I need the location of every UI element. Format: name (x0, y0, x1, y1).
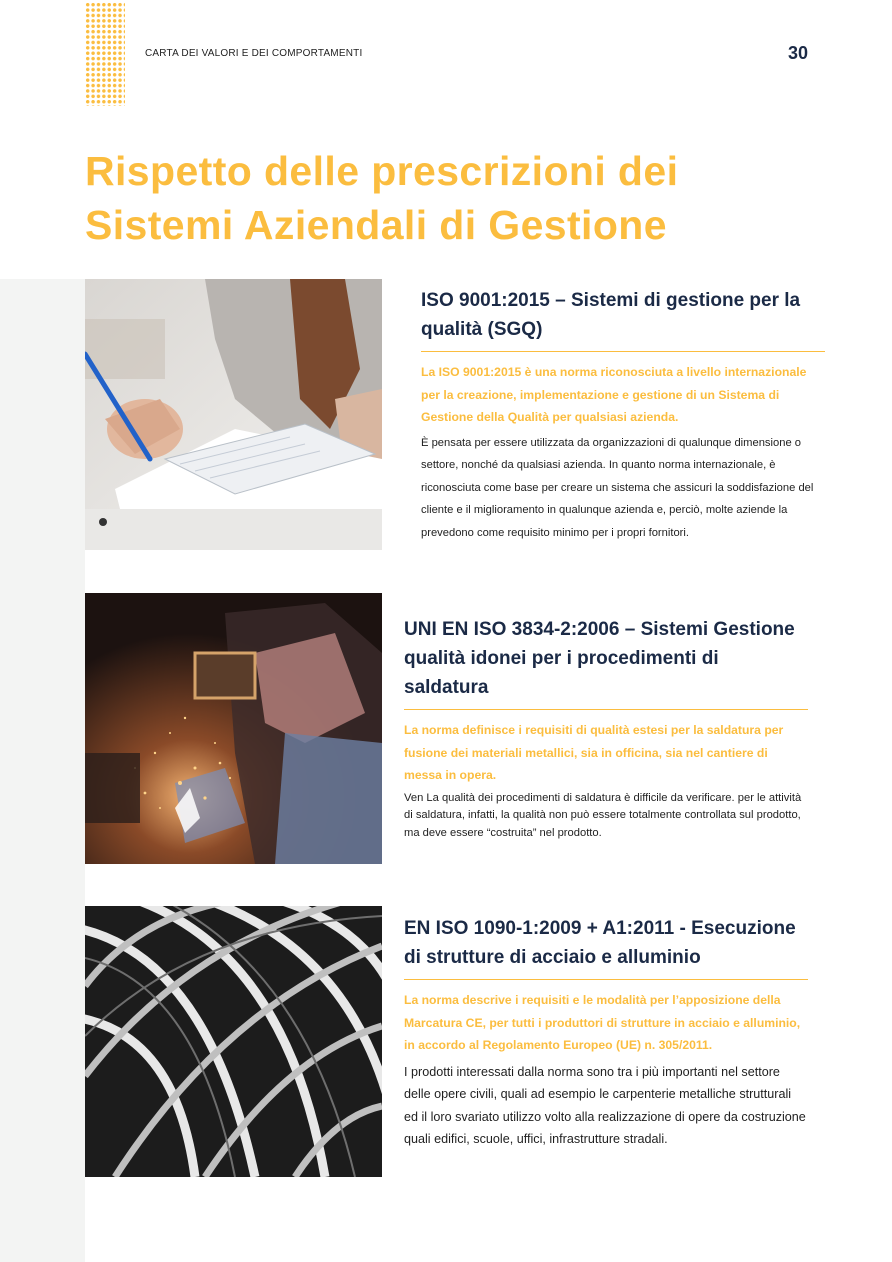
page-title-line-2: Sistemi Aziendali di Gestione (85, 202, 667, 248)
section-title: UNI EN ISO 3834-2:2006 – Sistemi Gestione qualità idonei per i procedimenti di saldatura (404, 619, 795, 698)
section-iso-1090 (404, 914, 808, 1151)
section-intro: La norma definisce i requisiti di qualità estesi per la saldatura per fusione dei materiali metallici, sia in officina, sia nel cantiere di messa in opera. (404, 723, 784, 782)
section-title: EN ISO 1090-1:2009 + A1:2011 - Esecuzione di strutture di acciaio e alluminio (404, 918, 796, 968)
section-body: Ven La qualità dei procedimenti di saldatura è difficile da verificare. per le attività di saldatura, infatti, la qualità non può essere totalmente controllata sul prodotto, ma deve essere “costruita” nel prodotto. (404, 791, 802, 840)
header-label: CARTA DEI VALORI E DEI COMPORTAMENTI (145, 48, 363, 59)
section-iso-3834 (404, 615, 808, 843)
photo-steel-structure (85, 906, 382, 1177)
section-title: ISO 9001:2015 – Sistemi di gestione per la qualità (SGQ) (421, 290, 801, 340)
photo-welder (85, 593, 382, 864)
section-iso-9001 (421, 286, 825, 544)
section-body: I prodotti interessati dalla norma sono tra i più importanti nel settore delle opere civili, quali ad esempio le carpenterie metalliche strutturali ed il loro svariato utilizzo volto alla realizzazione di opere da costruzione quali edifici, scuole, uffici, infrastrutture stradali. (404, 1064, 806, 1147)
section-intro: La norma descrive i requisiti e le modalità per l’apposizione della Marcatura CE, per tutti i produttori di strutture in acciaio e alluminio, in accordo al Regolamento Europeo (UE) n. 305/2011. (404, 993, 801, 1052)
section-divider (421, 351, 825, 352)
page-title (85, 144, 845, 252)
section-divider (404, 979, 808, 980)
page-title-line-1: Rispetto delle prescrizioni dei (85, 148, 679, 194)
section-body: È pensata per essere utilizzata da organizzazioni di qualunque dimensione o settore, nonché da qualsiasi azienda. In quanto norma internazionale, è riconosciuta come base per creare un sistema che assicuri la soddisfazione del cliente e il miglioramento in qualunque azienda e, perciò, molte aziende la prevedono come requisito minimo per i propri fornitori. (421, 436, 814, 539)
page-number: 30 (787, 43, 808, 63)
photo-person-writing (85, 279, 382, 550)
section-divider (404, 709, 808, 710)
dot-pattern-decoration (85, 2, 125, 106)
section-intro: La ISO 9001:2015 è una norma riconosciuta a livello internazionale per la creazione, implementazione e gestione di un Sistema di Gestione della Qualità per qualsiasi azienda. (421, 365, 807, 424)
side-band (0, 279, 85, 1262)
